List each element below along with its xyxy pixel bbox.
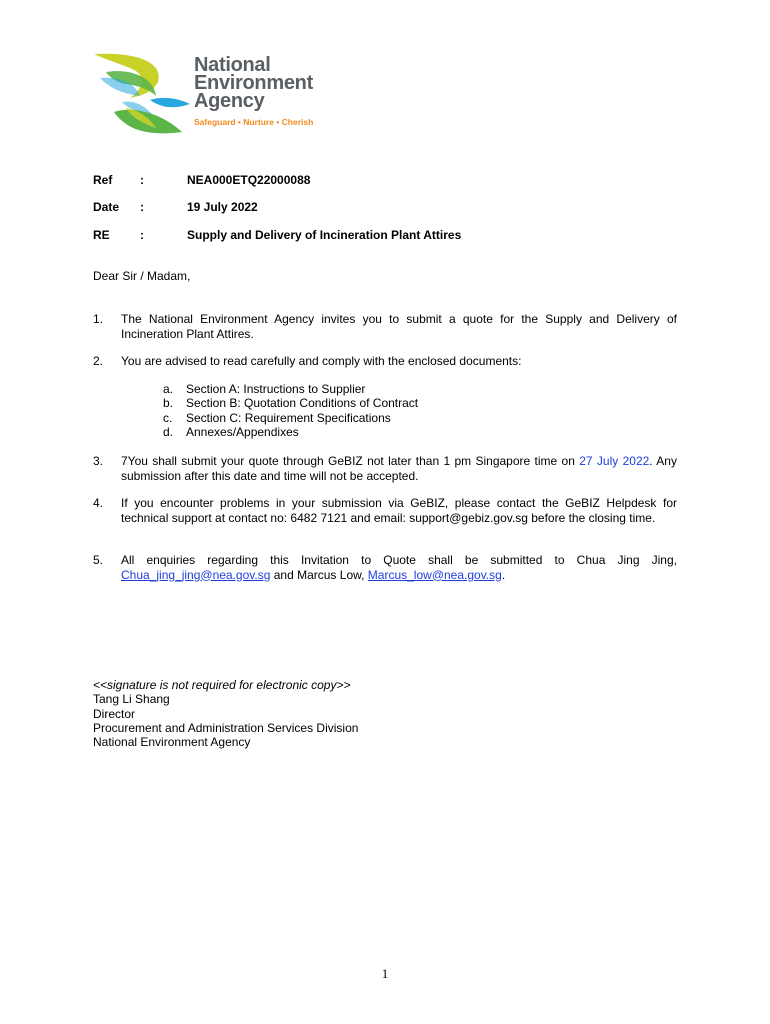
signatory-title: Director [93, 706, 136, 721]
logo-tagline: Safeguard • Nurture • Cherish [194, 117, 314, 127]
email-link-chua[interactable]: Chua_jing_jing@nea.gov.sg [121, 567, 271, 582]
item-text: The National Environment Agency invites you to submit a quote for the Supply and Delivery of Incineration Plant Attires. [121, 312, 677, 341]
meta-value: NEA000ETQ22000088 [187, 173, 311, 187]
meta-colon: : [140, 173, 144, 187]
list-item [93, 553, 677, 582]
item-number: 2. [93, 354, 104, 368]
logo-line-agency: Agency [194, 90, 265, 112]
meta-label: Date [93, 200, 120, 214]
item-text-before: All enquiries regarding this Invitation to Quote shall be submitted to Chua Jing Jing, [121, 553, 677, 567]
sublist-letter: d. [163, 424, 174, 439]
sublist-text: Section A: Instructions to Supplier [186, 382, 366, 396]
item-text: You are advised to read carefully and comply with the enclosed documents: [121, 354, 522, 368]
item-text-mid: and Marcus Low, [270, 567, 368, 582]
nea-leaf-emblem-icon [92, 52, 192, 136]
sublist-text: Section C: Requirement Specifications [186, 410, 391, 425]
nea-logo [92, 52, 332, 136]
item-text [121, 454, 677, 483]
signatory-division: Procurement and Administration Services Division [93, 720, 359, 735]
item-number: 5. [93, 553, 104, 567]
salutation: Dear Sir / Madam, [93, 269, 191, 283]
sublist-text: Annexes/Appendixes [186, 424, 299, 439]
sublist-letter: a. [163, 382, 174, 396]
item-text-after: . [501, 567, 506, 582]
item-text [121, 553, 677, 582]
logo-line-environment: Environment [194, 72, 313, 94]
list-item [93, 454, 677, 483]
logo-wordmark [194, 56, 313, 110]
meta-label: RE [93, 228, 110, 242]
meta-value: 19 July 2022 [187, 200, 258, 214]
logo-line-national: National [194, 54, 271, 76]
item-number: 3. [93, 454, 104, 468]
item-text-after: . Any submission after this date and time will not be accepted. [121, 454, 677, 483]
sublist-text: Section B: Quotation Conditions of Contract [186, 396, 419, 411]
signature-block [93, 678, 358, 749]
sublist-letter: c. [163, 410, 173, 425]
email-link-marcus[interactable]: Marcus_low@nea.gov.sg [367, 567, 502, 582]
list-item [93, 312, 677, 341]
sublist-letter: b. [163, 396, 174, 411]
meta-value: Supply and Delivery of Incineration Plant Attires [187, 228, 462, 242]
closing-date: 27 July 2022 [579, 454, 650, 468]
item-number: 4. [93, 496, 104, 510]
item-number: 1. [93, 312, 104, 326]
meta-label: Ref [93, 173, 113, 187]
signatory-name: Tang Li Shang [93, 692, 170, 707]
item-text: If you encounter problems in your submission via GeBIZ, please contact the GeBIZ Helpdesk for technical support at contact no: 6482 7121 and email: support@gebiz.gov.sg before the closing time. [121, 496, 677, 525]
list-item [93, 354, 677, 369]
meta-colon: : [140, 200, 144, 214]
meta-colon: : [140, 228, 144, 242]
item-text-before: 7You shall submit your quote through GeBIZ not later than 1 pm Singapore time on [121, 454, 580, 468]
list-item [93, 496, 677, 525]
signature-note: <<signature is not required for electronic copy>> [93, 678, 351, 692]
page-number: 1 [381, 966, 389, 981]
signatory-org: National Environment Agency [93, 735, 251, 750]
